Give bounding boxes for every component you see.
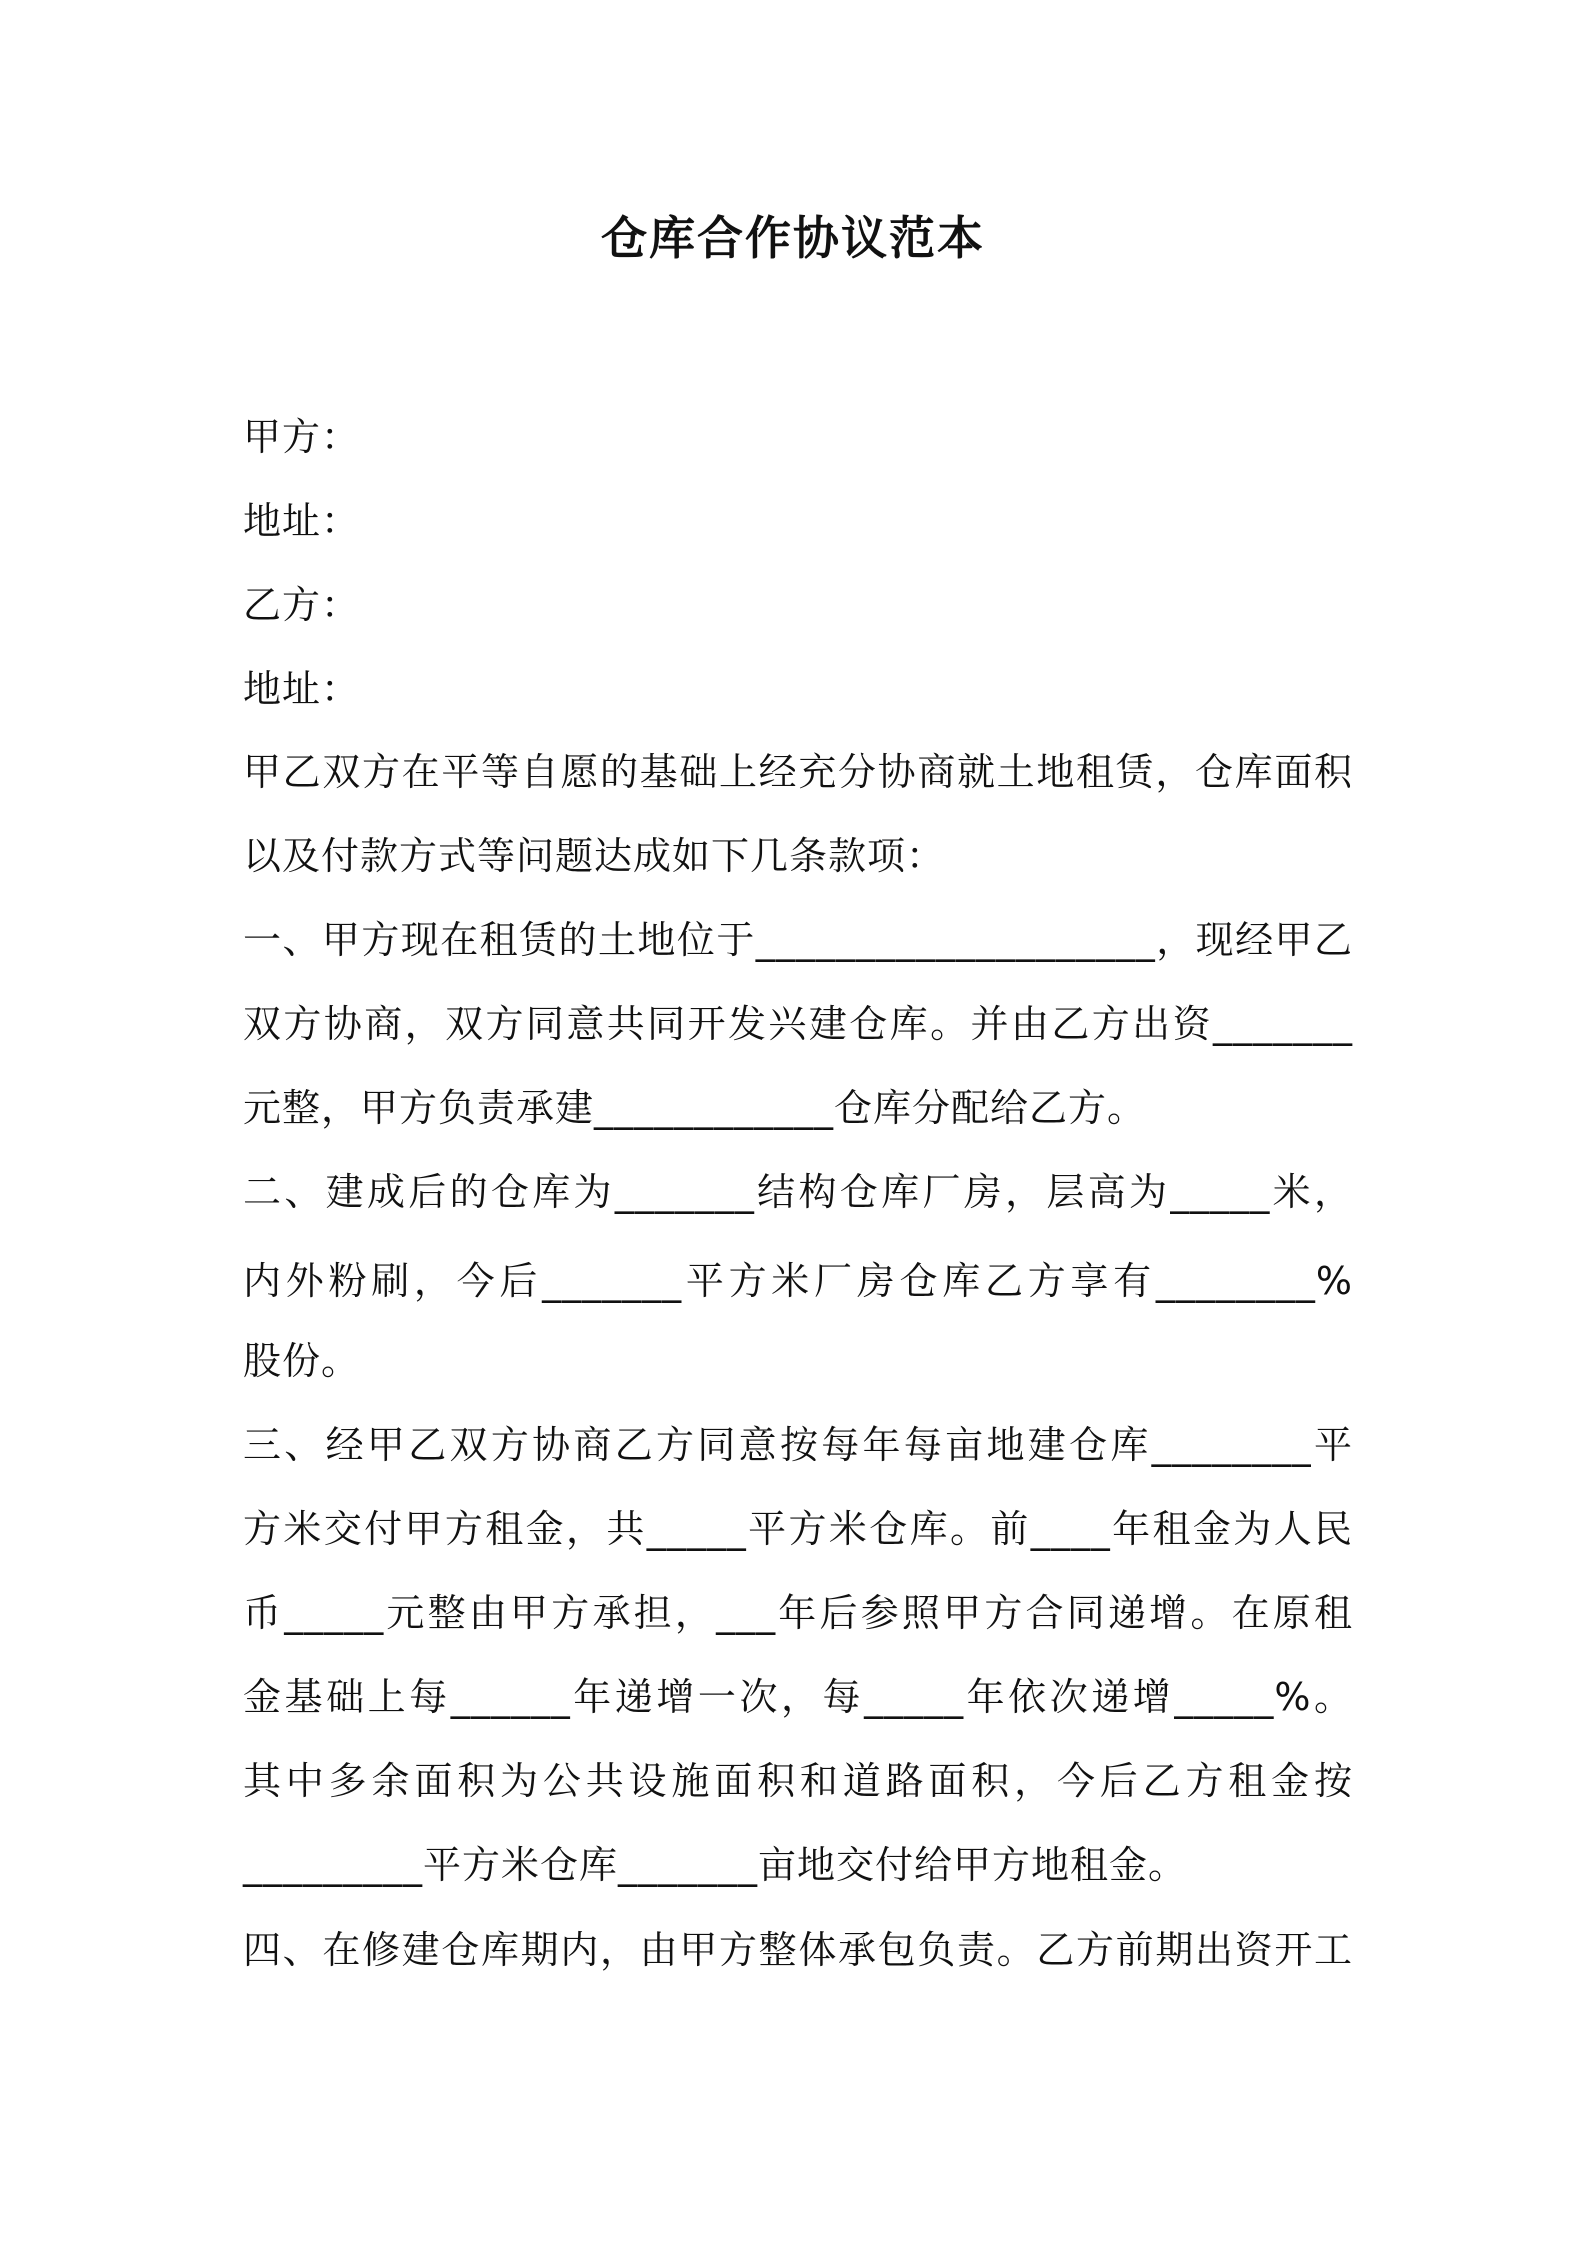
party-a-address-label: 地址： — [243, 499, 361, 543]
clause-3-line-6: _________平方米仓库_______亩地交付给甲方地租金。 — [243, 1843, 1188, 1887]
clause-1-line-1: 一、甲方现在租赁的土地位于____________________，现经甲乙 — [243, 918, 1353, 962]
clause-2-line-2: 内外粉刷，今后_______平方米厂房仓库乙方享有________% — [243, 1259, 1353, 1303]
clause-1-line-3: 元整，甲方负责承建____________仓库分配给乙方。 — [243, 1086, 1147, 1130]
clause-3-line-3: 币_____元整由甲方承担，___年后参照甲方合同递增。在原租 — [243, 1591, 1353, 1635]
clause-2-line-1: 二、建成后的仓库为_______结构仓库厂房，层高为_____米， — [243, 1170, 1353, 1214]
clause-4-line-1: 四、在修建仓库期内，由甲方整体承包负责。乙方前期出资开工 — [243, 1928, 1353, 1972]
clause-1-line-2: 双方协商，双方同意共同开发兴建仓库。并由乙方出资_______ — [243, 1002, 1353, 1046]
party-a-label: 甲方： — [243, 415, 361, 459]
clause-3-line-2: 方米交付甲方租金，共_____平方米仓库。前____年租金为人民 — [243, 1507, 1353, 1551]
party-b-address-label: 地址： — [243, 667, 361, 711]
party-b-label: 乙方： — [243, 583, 361, 627]
preamble-line-2: 以及付款方式等问题达成如下几条款项： — [243, 834, 946, 878]
clause-3-line-4: 金基础上每______年递增一次，每_____年依次递增_____%。 — [243, 1675, 1353, 1719]
preamble-line-1: 甲乙双方在平等自愿的基础上经充分协商就土地租赁，仓库面积 — [243, 750, 1353, 794]
document-title: 仓库合作协议范本 — [601, 211, 985, 265]
clause-3-line-5: 其中多余面积为公共设施面积和道路面积，今后乙方租金按 — [243, 1759, 1353, 1803]
clause-2-line-3: 股份。 — [243, 1339, 361, 1383]
clause-3-line-1: 三、经甲乙双方协商乙方同意按每年每亩地建仓库________平 — [243, 1423, 1353, 1467]
